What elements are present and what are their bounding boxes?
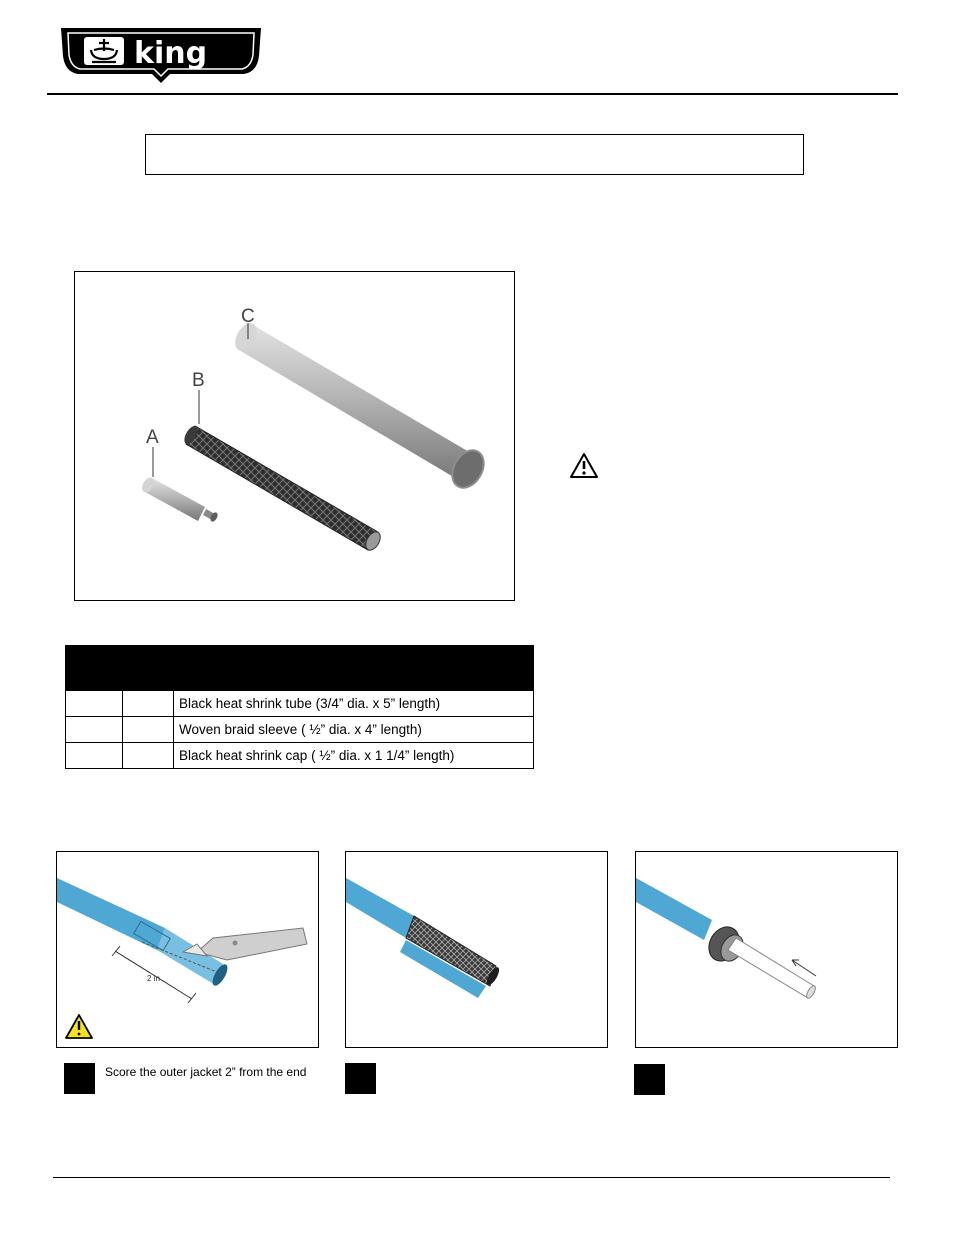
shrink-tube-large: [231, 320, 490, 494]
step-3-illustration: [635, 851, 898, 1048]
cable: [57, 878, 230, 988]
table-header: [66, 646, 534, 691]
inner-conductor: [728, 938, 814, 998]
step-1-illustration: [56, 851, 319, 1048]
braid-sleeve: [182, 424, 384, 553]
label-c: C: [241, 306, 255, 327]
step-2-number-box: [345, 1063, 376, 1094]
dimension-label: 2 in: [147, 974, 160, 983]
header-cell: [123, 646, 174, 691]
brand-name: king: [134, 36, 208, 71]
cable: [636, 878, 712, 940]
label-a: A: [146, 427, 159, 448]
table-row: [66, 743, 534, 769]
caution-icon: [66, 1015, 92, 1038]
header-cell: [174, 646, 534, 691]
utility-knife-icon: [183, 928, 307, 960]
footer-rule: [53, 1177, 890, 1178]
kit-illustration: [74, 271, 515, 601]
warning-icon: [569, 452, 599, 480]
header-cell: [66, 646, 123, 691]
title-box: [145, 134, 804, 175]
label-b: B: [192, 370, 205, 391]
arrow-icon: [792, 960, 816, 976]
part-description: Woven braid sleeve ( ½” dia. x 4” length): [174, 717, 534, 743]
table-row: [66, 717, 534, 743]
part-description: Black heat shrink tube (3/4” dia. x 5” length): [174, 691, 534, 717]
step-1-number-box: [64, 1063, 95, 1094]
table-row: [66, 691, 534, 717]
step-1-text: Score the outer jacket 2” from the end: [105, 1065, 307, 1079]
shrink-cap: [140, 476, 219, 523]
header-rule: [47, 93, 898, 95]
parts-table: [65, 645, 534, 769]
king-logo: [58, 26, 264, 84]
part-description: Black heat shrink cap ( ½” dia. x 1 1/4” length): [174, 743, 534, 769]
step-2-illustration: [345, 851, 608, 1048]
cable: [346, 878, 414, 938]
step-3-number-box: [634, 1064, 665, 1095]
